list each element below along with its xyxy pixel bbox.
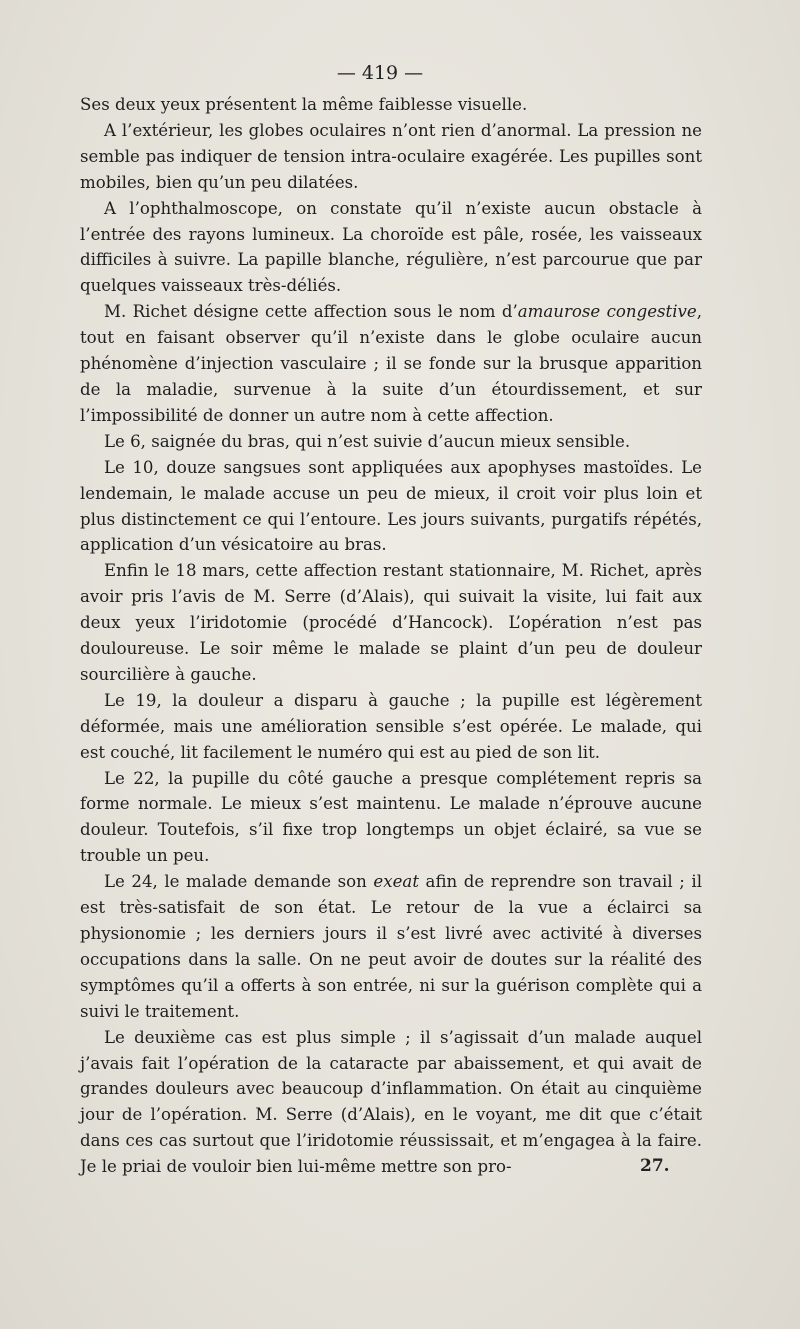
paragraph-4-before: M. Richet désigne cette affection sous le nom d’ (104, 302, 518, 322)
signature-mark: 27. (640, 1156, 670, 1176)
paragraph-11: Le deuxième cas est plus simple ; il s’agissait d’un malade auquel j’avais fait l’opération de la cataracte par abaissement, et qui avait de grandes douleurs avec beaucoup d’inflammation. On était au cinquième jour de l’opération. M. Serre (d’Alais), en le voyant, me dit que c’était dans ces cas surtout que l’iridotomie réussissait, et m’engagea à la faire. Je le priai de vouloir bien lui-même mettre son pro- (80, 1027, 702, 1177)
paragraph-10-before: Le 24, le malade demande son (104, 872, 374, 892)
paragraph-10-italic-term: exeat (373, 872, 419, 892)
paragraph-7: Enfin le 18 mars, cette affection restant stationnaire, M. Richet, après avoir pris l’avis de M. Serre (d’Alais), qui suivait la visite, lui fait aux deux yeux l’iridotomie (procédé d’Hancock). L’opération n’est pas douloureuse. Le soir même le malade se plaint d’un peu de douleur sourcilière à gauche. (80, 561, 702, 684)
paragraph-9: Le 22, la pupille du côté gauche a presque complétement repris sa forme normale. Le mieux s’est maintenu. Le malade n’éprouve aucune douleur. Toutefois, s’il fixe trop longtemps un objet éclairé, sa vue se trouble un peu. (80, 768, 702, 866)
paragraph-4-after: , tout en faisant observer qu’il n’existe dans le globe oculaire aucun phénomène d’injection vasculaire ; il se fonde sur la brusque apparition de la maladie, survenue à la suite d’un étourdissement, et sur l’impossibilité de donner un autre nom à cette affection. (80, 302, 702, 425)
paragraph-4 (80, 299, 702, 429)
paragraph-10 (80, 869, 702, 1024)
paragraph-3: A l’ophthalmoscope, on constate qu’il n’existe aucun obstacle à l’entrée des rayons lumineux. La choroïde est pâle, rosée, les vaisseaux difficiles à suivre. La papille blanche, régulière, n’est parcourue que par quelques vaisseaux très-déliés. (80, 198, 702, 296)
paragraph-2: A l’extérieur, les globes oculaires n’ont rien d’anormal. La pression ne semble pas indiquer de tension intra-oculaire exagérée. Les pupilles sont mobiles, bien qu’un peu dilatées. (80, 120, 702, 192)
paragraph-4-italic-term: amaurose congestive (517, 302, 697, 322)
paragraph-6: Le 10, douze sangsues sont appliquées aux apophyses mastoïdes. Le lendemain, le malade accuse un peu de mieux, il croit voir plus loin et plus distinctement ce qui l’entoure. Les jours suivants, purgatifs répétés, application d’un vésicatoire au bras. (80, 457, 702, 555)
paragraph-8: Le 19, la douleur a disparu à gauche ; la pupille est légèrement déformée, mais une amélioration sensible s’est opérée. Le malade, qui est couché, lit facilement le numéro qui est au pied de son lit. (80, 690, 702, 762)
paragraph-10-after: afin de reprendre son travail ; il est très-satisfait de son état. Le retour de la vue a éclairci sa physionomie ; les derniers jours il s’est livré avec activité à diverses occupations dans la salle. On ne peut avoir de doutes sur la réalité des symptômes qu’il a offerts à son entrée, ni sur la guérison complète qui a suivi le traitement. (80, 872, 702, 1021)
page-number: — 419 — (336, 62, 424, 84)
paragraph-5: Le 6, saignée du bras, qui n’est suivie d’aucun mieux sensible. (104, 431, 631, 451)
body-text (80, 92, 702, 1180)
paragraph-1: Ses deux yeux présentent la même faiblesse visuelle. (80, 95, 528, 114)
